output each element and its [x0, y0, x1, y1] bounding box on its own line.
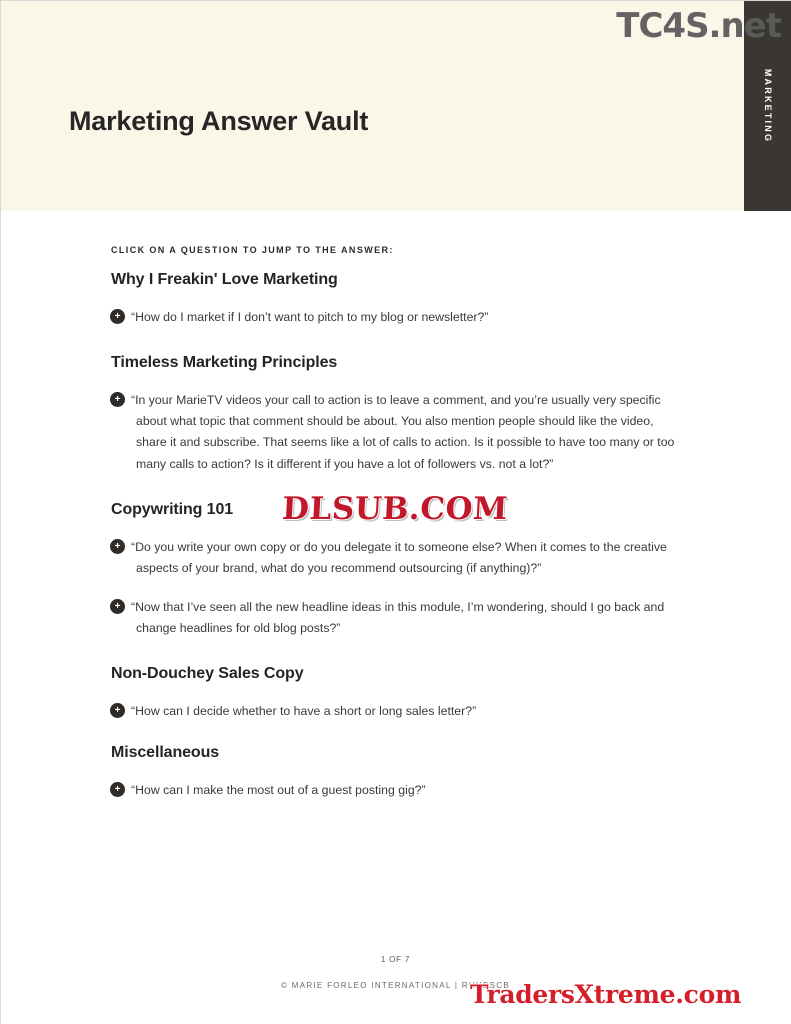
section-why-i-freakin-love-marketing: [0, 271, 791, 328]
copyright-notice: © MARIE FORLEO INTERNATIONAL | RHHBSCB: [281, 981, 510, 990]
question-text[interactable]: “How do I market if I don’t want to pitch to my blog or newsletter?”: [131, 310, 489, 324]
question-text[interactable]: “Do you write your own copy or do you delegate it to someone else? When it comes to the creative aspects of your brand, what do you recommend outsourcing (if anything)?”: [131, 539, 667, 575]
side-tab-label: MARKETING: [762, 68, 773, 143]
page-number: 1 OF 7: [380, 955, 411, 964]
plus-icon[interactable]: +: [110, 782, 125, 797]
question-item[interactable]: [0, 537, 791, 579]
question-item[interactable]: [0, 307, 791, 328]
watermark-dlsub: DLSUB.COM: [281, 491, 509, 527]
section-miscellaneous: [0, 744, 791, 801]
question-item[interactable]: [0, 597, 791, 639]
question-text[interactable]: “How can I make the most out of a guest posting gig?”: [131, 783, 426, 798]
section-title: Copywriting 101: [111, 500, 234, 518]
question-list: [0, 390, 791, 475]
question-list: [0, 780, 791, 801]
plus-icon[interactable]: +: [110, 392, 125, 407]
question-text[interactable]: “In your MarieTV videos your call to action is to leave a comment, and you’re usually very specific about what topic that comment should be about. You also mention people should like the video, share it and subscribe. That seems like a lot of calls to action. Is it possible to have too many or too many calls to action? Is it different if you have a lot of followers vs. not a lot?”: [131, 393, 675, 471]
question-item[interactable]: [0, 780, 791, 801]
page-title: Marketing Answer Vault: [69, 106, 369, 137]
section-title: Non-Douchey Sales Copy: [111, 665, 304, 683]
section-non-douchey-sales-copy: [0, 665, 791, 722]
section-timeless-marketing-principles: [0, 354, 791, 475]
question-text[interactable]: “How can I decide whether to have a short or long sales letter?”: [131, 704, 477, 719]
plus-icon[interactable]: +: [110, 703, 125, 718]
question-item[interactable]: [0, 390, 791, 475]
plus-icon[interactable]: +: [110, 539, 125, 554]
section-title: Miscellaneous: [111, 744, 220, 762]
question-list: [0, 701, 791, 722]
spacer: [0, 639, 791, 665]
watermark-tradersxtreme: TradersXtreme.com: [470, 980, 742, 1009]
spacer: [0, 328, 791, 354]
question-text[interactable]: “Now that I’ve seen all the new headline ideas in this module, I’m wondering, should I go back and change headlines for old blog posts?”: [131, 599, 665, 636]
watermark-tc4s: TC4S.net: [616, 6, 781, 46]
jump-instruction: CLICK ON A QUESTION TO JUMP TO THE ANSWER:: [111, 245, 394, 255]
question-item[interactable]: [0, 701, 791, 722]
plus-icon[interactable]: +: [110, 599, 125, 614]
question-sections: [0, 271, 791, 802]
plus-icon[interactable]: +: [110, 309, 125, 324]
question-list: [0, 537, 791, 640]
section-title: Timeless Marketing Principles: [111, 354, 338, 372]
section-title: Why I Freakin' Love Marketing: [111, 271, 338, 288]
spacer: [0, 722, 791, 744]
question-list: [0, 307, 791, 328]
